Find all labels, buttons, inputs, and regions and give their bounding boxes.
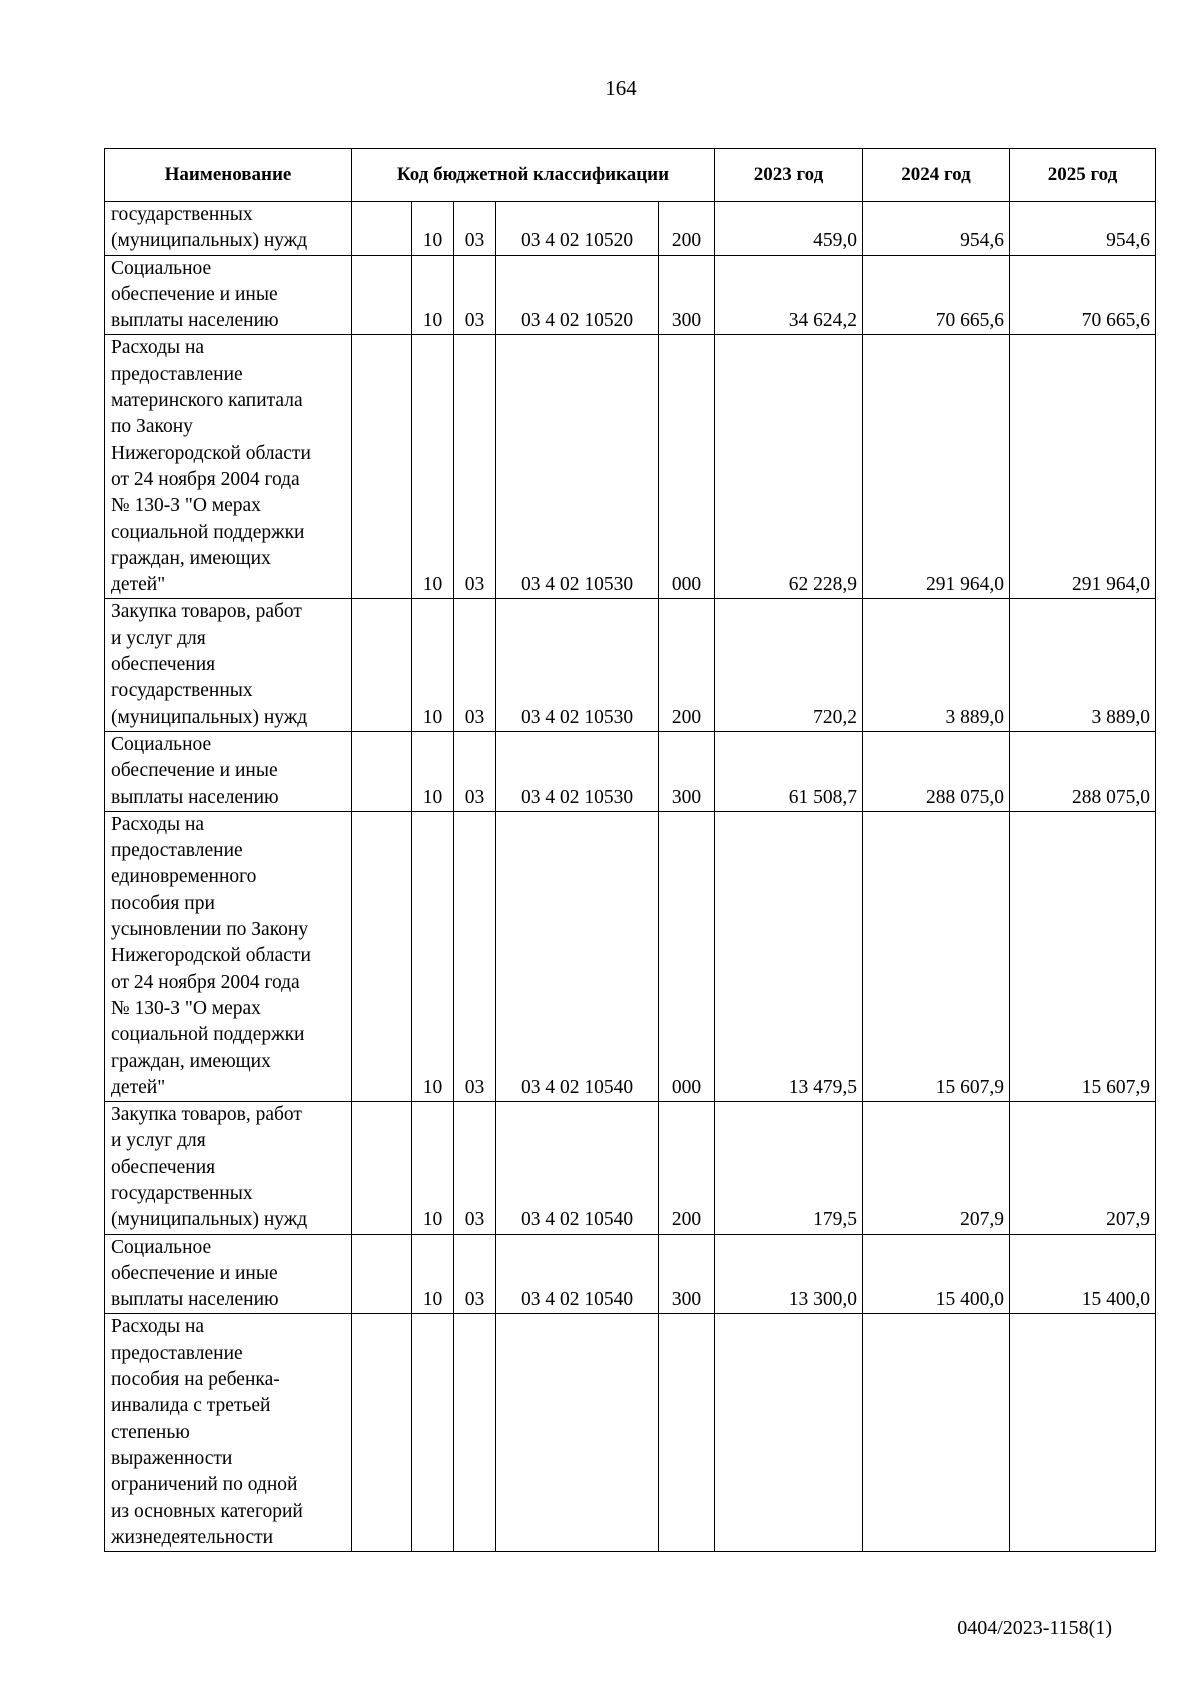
value-2025-cell: 3 889,0: [1010, 599, 1156, 731]
target-article-cell: 03 4 02 10540: [496, 1102, 659, 1234]
value-2024-cell: 207,9: [863, 1102, 1010, 1234]
row-name-line: от 24 ноября 2004 года: [111, 468, 300, 490]
value-2025-cell: 954,6: [1010, 202, 1156, 256]
value-2023-cell: 179,5: [715, 1102, 863, 1234]
row-name: [105, 811, 352, 1101]
value-2025-cell: 70 665,6: [1010, 255, 1156, 335]
row-name-line: усыновлении по Закону: [111, 919, 309, 941]
code-blank-cell: [352, 599, 412, 731]
budget-table-container: [104, 148, 1156, 1552]
target-article-cell: 03 4 02 10530: [496, 731, 659, 811]
header-name: Наименование: [105, 149, 352, 202]
value-2024-cell: 954,6: [863, 202, 1010, 256]
table-row: [105, 1102, 1156, 1234]
row-name-line: социальной поддержки: [111, 521, 305, 543]
subsection-code-cell: 03: [454, 202, 496, 256]
row-name-line: Закупка товаров, работ: [111, 1104, 302, 1126]
row-name-line: Социальное: [111, 1236, 212, 1258]
table-row: [105, 599, 1156, 731]
value-2023-cell: 459,0: [715, 202, 863, 256]
row-name-line: по Закону: [111, 416, 193, 438]
table-row: [105, 255, 1156, 335]
subsection-code-cell: [454, 1314, 496, 1552]
value-2024-cell: 291 964,0: [863, 335, 1010, 599]
row-name-line: инвалида с третьей: [111, 1395, 271, 1417]
document-code: 0404/2023-1158(1): [957, 1617, 1112, 1639]
subsection-code-cell: 03: [454, 731, 496, 811]
expense-type-cell: 300: [659, 255, 715, 335]
code-blank-cell: [352, 335, 412, 599]
value-2024-cell: [863, 1314, 1010, 1552]
row-name-line: материнского капитала: [111, 390, 303, 412]
section-code-cell: [412, 1314, 454, 1552]
row-name-line: Нижегородской области: [111, 442, 311, 464]
row-name: [105, 599, 352, 731]
code-blank-cell: [352, 202, 412, 256]
table-row: [105, 1314, 1156, 1552]
section-code-cell: 10: [412, 255, 454, 335]
target-article-cell: 03 4 02 10530: [496, 599, 659, 731]
row-name-line: Закупка товаров, работ: [111, 601, 302, 623]
row-name-line: Нижегородской области: [111, 945, 311, 967]
value-2023-cell: [715, 1314, 863, 1552]
header-2023: 2023 год: [715, 149, 863, 202]
header-2025: 2025 год: [1010, 149, 1156, 202]
row-name-line: предоставление: [111, 363, 243, 385]
header-2024: 2024 год: [863, 149, 1010, 202]
value-2025-cell: 15 400,0: [1010, 1234, 1156, 1314]
row-name-line: детей": [111, 574, 166, 596]
target-article-cell: [496, 1314, 659, 1552]
target-article-cell: 03 4 02 10520: [496, 255, 659, 335]
subsection-code-cell: 03: [454, 1234, 496, 1314]
row-name-line: выплаты населению: [111, 310, 279, 332]
expense-type-cell: 200: [659, 599, 715, 731]
section-code-cell: 10: [412, 335, 454, 599]
row-name-line: выплаты населению: [111, 1289, 279, 1311]
row-name-line: № 130-З "О мерах: [111, 495, 261, 517]
table-body: [105, 202, 1156, 1552]
table-row: [105, 1234, 1156, 1314]
code-blank-cell: [352, 255, 412, 335]
row-name-line: обеспечение и иные: [111, 1262, 278, 1284]
row-name-line: (муниципальных) нужд: [111, 706, 308, 728]
row-name: [105, 335, 352, 599]
expense-type-cell: 200: [659, 1102, 715, 1234]
row-name-line: № 130-З "О мерах: [111, 997, 261, 1019]
table-row: [105, 811, 1156, 1101]
page-number: 164: [605, 76, 637, 100]
value-2023-cell: 720,2: [715, 599, 863, 731]
value-2023-cell: 62 228,9: [715, 335, 863, 599]
target-article-cell: 03 4 02 10530: [496, 335, 659, 599]
subsection-code-cell: 03: [454, 255, 496, 335]
target-article-cell: 03 4 02 10520: [496, 202, 659, 256]
value-2025-cell: 291 964,0: [1010, 335, 1156, 599]
value-2025-cell: 15 607,9: [1010, 811, 1156, 1101]
value-2024-cell: 288 075,0: [863, 731, 1010, 811]
subsection-code-cell: 03: [454, 335, 496, 599]
table-row: [105, 202, 1156, 256]
subsection-code-cell: 03: [454, 599, 496, 731]
row-name-line: граждан, имеющих: [111, 547, 271, 569]
row-name-line: обеспечение и иные: [111, 760, 278, 782]
row-name: [105, 1102, 352, 1234]
row-name-line: (муниципальных) нужд: [111, 1209, 308, 1231]
row-name: [105, 1234, 352, 1314]
row-name-line: выраженности: [111, 1447, 233, 1469]
row-name-line: предоставление: [111, 840, 243, 862]
expense-type-cell: 300: [659, 731, 715, 811]
value-2024-cell: 70 665,6: [863, 255, 1010, 335]
code-blank-cell: [352, 811, 412, 1101]
section-code-cell: 10: [412, 1234, 454, 1314]
table-row: [105, 731, 1156, 811]
table-row: [105, 335, 1156, 599]
row-name-line: (муниципальных) нужд: [111, 230, 308, 252]
section-code-cell: 10: [412, 599, 454, 731]
value-2023-cell: 61 508,7: [715, 731, 863, 811]
row-name-line: обеспечения: [111, 1156, 216, 1178]
row-name-line: степенью: [111, 1421, 190, 1443]
row-name-line: Расходы на: [111, 337, 205, 359]
value-2023-cell: 13 479,5: [715, 811, 863, 1101]
row-name-line: государственных: [111, 1182, 253, 1204]
row-name-line: Расходы на: [111, 813, 205, 835]
row-name-line: обеспечение и иные: [111, 283, 278, 305]
header-code: Код бюджетной классификации: [352, 149, 715, 202]
code-blank-cell: [352, 1102, 412, 1234]
row-name: [105, 202, 352, 256]
row-name-line: и услуг для: [111, 627, 206, 649]
section-code-cell: 10: [412, 202, 454, 256]
row-name-line: государственных: [111, 680, 253, 702]
section-code-cell: 10: [412, 731, 454, 811]
row-name-line: жизнедеятельности: [111, 1526, 274, 1548]
target-article-cell: 03 4 02 10540: [496, 1234, 659, 1314]
expense-type-cell: 200: [659, 202, 715, 256]
row-name-line: пособия при: [111, 892, 215, 914]
row-name-line: выплаты населению: [111, 786, 279, 808]
row-name-line: пособия на ребенка-: [111, 1369, 280, 1391]
budget-table: [104, 148, 1156, 1552]
row-name-line: граждан, имеющих: [111, 1050, 271, 1072]
value-2023-cell: 34 624,2: [715, 255, 863, 335]
value-2025-cell: 288 075,0: [1010, 731, 1156, 811]
row-name-line: и услуг для: [111, 1130, 206, 1152]
value-2024-cell: 15 400,0: [863, 1234, 1010, 1314]
row-name-line: государственных: [111, 204, 253, 225]
row-name-line: от 24 ноября 2004 года: [111, 971, 300, 993]
subsection-code-cell: 03: [454, 1102, 496, 1234]
row-name-line: социальной поддержки: [111, 1024, 305, 1046]
row-name: [105, 255, 352, 335]
row-name-line: детей": [111, 1076, 166, 1098]
value-2024-cell: 15 607,9: [863, 811, 1010, 1101]
row-name-line: обеспечения: [111, 654, 216, 676]
value-2023-cell: 13 300,0: [715, 1234, 863, 1314]
code-blank-cell: [352, 1314, 412, 1552]
row-name-line: Расходы на: [111, 1316, 205, 1338]
expense-type-cell: [659, 1314, 715, 1552]
row-name-line: предоставление: [111, 1342, 243, 1364]
row-name-line: из основных категорий: [111, 1500, 303, 1522]
expense-type-cell: 000: [659, 811, 715, 1101]
value-2025-cell: 207,9: [1010, 1102, 1156, 1234]
target-article-cell: 03 4 02 10540: [496, 811, 659, 1101]
section-code-cell: 10: [412, 1102, 454, 1234]
value-2024-cell: 3 889,0: [863, 599, 1010, 731]
row-name-line: Социальное: [111, 257, 212, 279]
section-code-cell: 10: [412, 811, 454, 1101]
row-name: [105, 731, 352, 811]
code-blank-cell: [352, 731, 412, 811]
subsection-code-cell: 03: [454, 811, 496, 1101]
code-blank-cell: [352, 1234, 412, 1314]
row-name-line: Социальное: [111, 733, 212, 755]
row-name-line: единовременного: [111, 866, 257, 888]
table-header-row: [105, 149, 1156, 202]
expense-type-cell: 300: [659, 1234, 715, 1314]
row-name: [105, 1314, 352, 1552]
expense-type-cell: 000: [659, 335, 715, 599]
value-2025-cell: [1010, 1314, 1156, 1552]
row-name-line: ограничений по одной: [111, 1474, 298, 1496]
